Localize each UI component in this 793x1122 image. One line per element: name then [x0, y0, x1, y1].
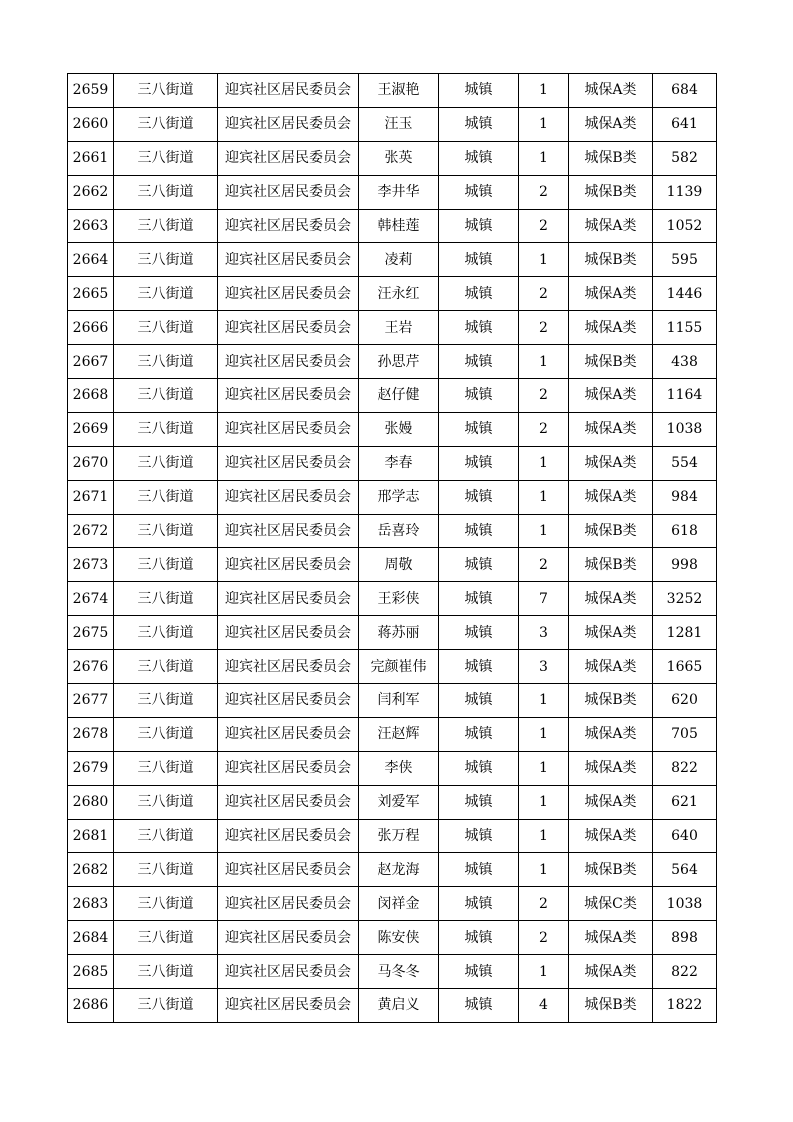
cell-household-count: 1: [519, 243, 569, 277]
cell-name: 孙思芹: [359, 345, 439, 379]
cell-category: 城保B类: [569, 175, 653, 209]
cell-street: 三八街道: [114, 514, 218, 548]
cell-street: 三八街道: [114, 379, 218, 413]
cell-area: 城镇: [439, 379, 519, 413]
cell-amount: 1038: [653, 887, 717, 921]
table-row: [68, 345, 717, 379]
table-row: [68, 514, 717, 548]
table-row: [68, 379, 717, 413]
table-row: [68, 74, 717, 108]
cell-amount: 1164: [653, 379, 717, 413]
cell-name: 马冬冬: [359, 955, 439, 989]
cell-committee: 迎宾社区居民委员会: [218, 74, 359, 108]
cell-number: 2663: [68, 209, 114, 243]
cell-household-count: 1: [519, 853, 569, 887]
table-row: [68, 446, 717, 480]
table-row: [68, 107, 717, 141]
cell-area: 城镇: [439, 887, 519, 921]
cell-area: 城镇: [439, 853, 519, 887]
cell-number: 2666: [68, 311, 114, 345]
cell-street: 三八街道: [114, 684, 218, 718]
cell-number: 2673: [68, 548, 114, 582]
cell-category: 城保A类: [569, 819, 653, 853]
cell-area: 城镇: [439, 819, 519, 853]
cell-number: 2661: [68, 141, 114, 175]
cell-category: 城保B类: [569, 853, 653, 887]
cell-household-count: 1: [519, 446, 569, 480]
table-row: [68, 175, 717, 209]
cell-committee: 迎宾社区居民委员会: [218, 717, 359, 751]
cell-category: 城保B类: [569, 514, 653, 548]
cell-street: 三八街道: [114, 989, 218, 1023]
cell-name: 赵龙海: [359, 853, 439, 887]
cell-category: 城保A类: [569, 785, 653, 819]
cell-amount: 438: [653, 345, 717, 379]
cell-committee: 迎宾社区居民委员会: [218, 548, 359, 582]
cell-category: 城保A类: [569, 582, 653, 616]
cell-committee: 迎宾社区居民委员会: [218, 446, 359, 480]
cell-area: 城镇: [439, 175, 519, 209]
cell-name: 李井华: [359, 175, 439, 209]
table-row: [68, 955, 717, 989]
table-row: [68, 243, 717, 277]
cell-household-count: 3: [519, 616, 569, 650]
cell-amount: 1665: [653, 650, 717, 684]
cell-number: 2659: [68, 74, 114, 108]
cell-number: 2678: [68, 717, 114, 751]
table-row: [68, 277, 717, 311]
cell-street: 三八街道: [114, 921, 218, 955]
cell-category: 城保B类: [569, 141, 653, 175]
cell-amount: 564: [653, 853, 717, 887]
cell-household-count: 2: [519, 175, 569, 209]
cell-category: 城保A类: [569, 955, 653, 989]
cell-amount: 684: [653, 74, 717, 108]
cell-amount: 1139: [653, 175, 717, 209]
cell-category: 城保B类: [569, 684, 653, 718]
cell-category: 城保B类: [569, 989, 653, 1023]
cell-household-count: 1: [519, 480, 569, 514]
cell-household-count: 1: [519, 751, 569, 785]
cell-household-count: 2: [519, 209, 569, 243]
cell-name: 李春: [359, 446, 439, 480]
cell-committee: 迎宾社区居民委员会: [218, 582, 359, 616]
cell-committee: 迎宾社区居民委员会: [218, 345, 359, 379]
cell-category: 城保A类: [569, 379, 653, 413]
cell-committee: 迎宾社区居民委员会: [218, 379, 359, 413]
cell-name: 汪赵辉: [359, 717, 439, 751]
cell-category: 城保A类: [569, 717, 653, 751]
cell-name: 凌莉: [359, 243, 439, 277]
cell-committee: 迎宾社区居民委员会: [218, 785, 359, 819]
cell-amount: 582: [653, 141, 717, 175]
table-row: [68, 480, 717, 514]
cell-area: 城镇: [439, 921, 519, 955]
cell-number: 2676: [68, 650, 114, 684]
cell-committee: 迎宾社区居民委员会: [218, 751, 359, 785]
cell-area: 城镇: [439, 785, 519, 819]
cell-street: 三八街道: [114, 751, 218, 785]
table-row: [68, 209, 717, 243]
cell-household-count: 2: [519, 311, 569, 345]
cell-name: 周敬: [359, 548, 439, 582]
cell-committee: 迎宾社区居民委员会: [218, 650, 359, 684]
cell-name: 陈安侠: [359, 921, 439, 955]
cell-category: 城保A类: [569, 277, 653, 311]
cell-category: 城保B类: [569, 548, 653, 582]
cell-area: 城镇: [439, 311, 519, 345]
cell-committee: 迎宾社区居民委员会: [218, 141, 359, 175]
cell-name: 汪永红: [359, 277, 439, 311]
cell-name: 李侠: [359, 751, 439, 785]
cell-street: 三八街道: [114, 141, 218, 175]
cell-amount: 595: [653, 243, 717, 277]
cell-committee: 迎宾社区居民委员会: [218, 819, 359, 853]
cell-committee: 迎宾社区居民委员会: [218, 412, 359, 446]
cell-area: 城镇: [439, 243, 519, 277]
cell-number: 2672: [68, 514, 114, 548]
cell-number: 2669: [68, 412, 114, 446]
cell-number: 2665: [68, 277, 114, 311]
cell-name: 蒋苏丽: [359, 616, 439, 650]
cell-street: 三八街道: [114, 243, 218, 277]
cell-street: 三八街道: [114, 717, 218, 751]
cell-number: 2662: [68, 175, 114, 209]
cell-amount: 822: [653, 955, 717, 989]
cell-street: 三八街道: [114, 311, 218, 345]
cell-number: 2685: [68, 955, 114, 989]
cell-area: 城镇: [439, 582, 519, 616]
cell-area: 城镇: [439, 717, 519, 751]
table-row: [68, 141, 717, 175]
cell-household-count: 2: [519, 277, 569, 311]
cell-street: 三八街道: [114, 412, 218, 446]
cell-household-count: 2: [519, 921, 569, 955]
cell-name: 黄启义: [359, 989, 439, 1023]
cell-amount: 1155: [653, 311, 717, 345]
cell-name: 王岩: [359, 311, 439, 345]
cell-street: 三八街道: [114, 446, 218, 480]
cell-number: 2684: [68, 921, 114, 955]
cell-street: 三八街道: [114, 480, 218, 514]
cell-name: 邢学志: [359, 480, 439, 514]
cell-amount: 898: [653, 921, 717, 955]
cell-household-count: 1: [519, 717, 569, 751]
cell-committee: 迎宾社区居民委员会: [218, 616, 359, 650]
cell-name: 汪玉: [359, 107, 439, 141]
cell-committee: 迎宾社区居民委员会: [218, 277, 359, 311]
cell-street: 三八街道: [114, 277, 218, 311]
cell-number: 2668: [68, 379, 114, 413]
cell-area: 城镇: [439, 277, 519, 311]
table-row: [68, 887, 717, 921]
cell-area: 城镇: [439, 446, 519, 480]
cell-committee: 迎宾社区居民委员会: [218, 480, 359, 514]
cell-name: 韩桂莲: [359, 209, 439, 243]
table-row: [68, 717, 717, 751]
cell-household-count: 1: [519, 345, 569, 379]
cell-street: 三八街道: [114, 650, 218, 684]
cell-committee: 迎宾社区居民委员会: [218, 853, 359, 887]
cell-committee: 迎宾社区居民委员会: [218, 514, 359, 548]
cell-street: 三八街道: [114, 107, 218, 141]
cell-name: 完颜崔伟: [359, 650, 439, 684]
cell-number: 2667: [68, 345, 114, 379]
cell-amount: 620: [653, 684, 717, 718]
table-body: [68, 74, 717, 1023]
cell-category: 城保A类: [569, 751, 653, 785]
cell-street: 三八街道: [114, 853, 218, 887]
cell-amount: 1281: [653, 616, 717, 650]
cell-amount: 998: [653, 548, 717, 582]
cell-category: 城保A类: [569, 480, 653, 514]
cell-number: 2670: [68, 446, 114, 480]
table-row: [68, 785, 717, 819]
cell-committee: 迎宾社区居民委员会: [218, 887, 359, 921]
cell-number: 2660: [68, 107, 114, 141]
cell-category: 城保A类: [569, 412, 653, 446]
table-row: [68, 819, 717, 853]
cell-name: 张嫚: [359, 412, 439, 446]
cell-committee: 迎宾社区居民委员会: [218, 921, 359, 955]
cell-name: 刘爱军: [359, 785, 439, 819]
cell-area: 城镇: [439, 107, 519, 141]
cell-category: 城保A类: [569, 616, 653, 650]
cell-area: 城镇: [439, 650, 519, 684]
table-row: [68, 548, 717, 582]
table-row: [68, 616, 717, 650]
cell-area: 城镇: [439, 480, 519, 514]
cell-street: 三八街道: [114, 74, 218, 108]
cell-area: 城镇: [439, 412, 519, 446]
table-row: [68, 582, 717, 616]
cell-category: 城保A类: [569, 74, 653, 108]
cell-area: 城镇: [439, 74, 519, 108]
cell-number: 2680: [68, 785, 114, 819]
cell-household-count: 4: [519, 989, 569, 1023]
cell-name: 闵祥金: [359, 887, 439, 921]
cell-committee: 迎宾社区居民委员会: [218, 243, 359, 277]
cell-number: 2664: [68, 243, 114, 277]
table-row: [68, 921, 717, 955]
cell-committee: 迎宾社区居民委员会: [218, 311, 359, 345]
table-row: [68, 412, 717, 446]
cell-committee: 迎宾社区居民委员会: [218, 107, 359, 141]
cell-committee: 迎宾社区居民委员会: [218, 684, 359, 718]
cell-committee: 迎宾社区居民委员会: [218, 955, 359, 989]
cell-street: 三八街道: [114, 819, 218, 853]
table-row: [68, 751, 717, 785]
cell-amount: 554: [653, 446, 717, 480]
cell-number: 2681: [68, 819, 114, 853]
cell-area: 城镇: [439, 616, 519, 650]
table-row: [68, 853, 717, 887]
cell-street: 三八街道: [114, 887, 218, 921]
cell-category: 城保A类: [569, 107, 653, 141]
cell-street: 三八街道: [114, 785, 218, 819]
cell-number: 2677: [68, 684, 114, 718]
table-row: [68, 989, 717, 1023]
cell-amount: 621: [653, 785, 717, 819]
cell-street: 三八街道: [114, 175, 218, 209]
cell-category: 城保A类: [569, 311, 653, 345]
table-row: [68, 650, 717, 684]
cell-amount: 1038: [653, 412, 717, 446]
cell-name: 闫利军: [359, 684, 439, 718]
cell-amount: 1446: [653, 277, 717, 311]
cell-street: 三八街道: [114, 955, 218, 989]
cell-number: 2682: [68, 853, 114, 887]
cell-amount: 1822: [653, 989, 717, 1023]
cell-number: 2671: [68, 480, 114, 514]
cell-amount: 618: [653, 514, 717, 548]
cell-number: 2686: [68, 989, 114, 1023]
cell-name: 张万程: [359, 819, 439, 853]
cell-street: 三八街道: [114, 582, 218, 616]
cell-street: 三八街道: [114, 548, 218, 582]
cell-amount: 3252: [653, 582, 717, 616]
cell-household-count: 1: [519, 141, 569, 175]
cell-amount: 822: [653, 751, 717, 785]
cell-household-count: 1: [519, 684, 569, 718]
cell-category: 城保A类: [569, 209, 653, 243]
cell-area: 城镇: [439, 989, 519, 1023]
cell-name: 赵仔健: [359, 379, 439, 413]
cell-household-count: 1: [519, 107, 569, 141]
cell-household-count: 1: [519, 514, 569, 548]
cell-number: 2674: [68, 582, 114, 616]
cell-area: 城镇: [439, 955, 519, 989]
cell-category: 城保A类: [569, 650, 653, 684]
cell-area: 城镇: [439, 751, 519, 785]
cell-amount: 640: [653, 819, 717, 853]
cell-household-count: 2: [519, 887, 569, 921]
cell-area: 城镇: [439, 345, 519, 379]
cell-amount: 705: [653, 717, 717, 751]
cell-street: 三八街道: [114, 616, 218, 650]
cell-area: 城镇: [439, 514, 519, 548]
cell-area: 城镇: [439, 548, 519, 582]
cell-street: 三八街道: [114, 345, 218, 379]
cell-name: 王彩侠: [359, 582, 439, 616]
cell-household-count: 2: [519, 412, 569, 446]
cell-category: 城保A类: [569, 921, 653, 955]
cell-category: 城保A类: [569, 446, 653, 480]
cell-area: 城镇: [439, 684, 519, 718]
cell-household-count: 3: [519, 650, 569, 684]
cell-name: 张英: [359, 141, 439, 175]
cell-household-count: 1: [519, 819, 569, 853]
cell-household-count: 2: [519, 379, 569, 413]
cell-household-count: 7: [519, 582, 569, 616]
cell-amount: 641: [653, 107, 717, 141]
cell-name: 王淑艳: [359, 74, 439, 108]
cell-committee: 迎宾社区居民委员会: [218, 209, 359, 243]
cell-household-count: 1: [519, 785, 569, 819]
cell-category: 城保B类: [569, 345, 653, 379]
cell-household-count: 1: [519, 955, 569, 989]
cell-area: 城镇: [439, 209, 519, 243]
cell-household-count: 1: [519, 74, 569, 108]
cell-name: 岳喜玲: [359, 514, 439, 548]
cell-category: 城保C类: [569, 887, 653, 921]
table-row: [68, 684, 717, 718]
cell-number: 2679: [68, 751, 114, 785]
cell-amount: 1052: [653, 209, 717, 243]
cell-household-count: 2: [519, 548, 569, 582]
cell-amount: 984: [653, 480, 717, 514]
cell-street: 三八街道: [114, 209, 218, 243]
cell-number: 2683: [68, 887, 114, 921]
table-row: [68, 311, 717, 345]
cell-category: 城保B类: [569, 243, 653, 277]
cell-committee: 迎宾社区居民委员会: [218, 175, 359, 209]
cell-committee: 迎宾社区居民委员会: [218, 989, 359, 1023]
data-table: [67, 73, 717, 1023]
cell-number: 2675: [68, 616, 114, 650]
cell-area: 城镇: [439, 141, 519, 175]
